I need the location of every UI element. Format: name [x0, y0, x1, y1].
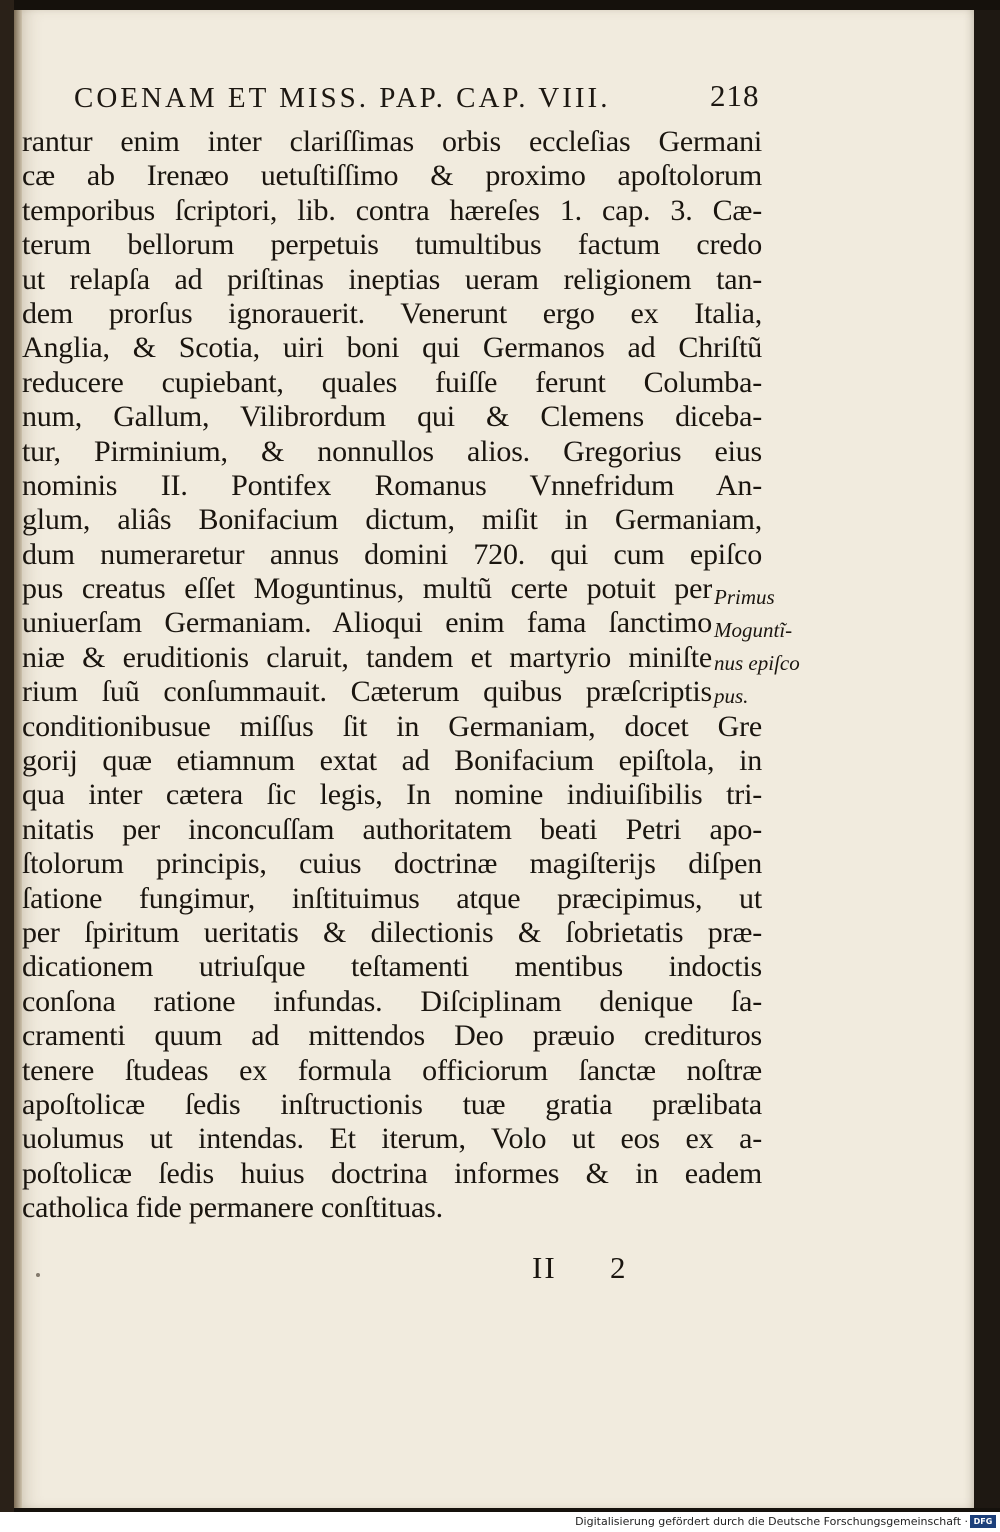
- signature-catchword: [532, 1250, 732, 1290]
- text-line: uniuerſam Germaniam. Alioqui enim fama ſanctimo: [22, 606, 712, 640]
- text-line: catholica fide permanere conſtituas.: [22, 1191, 443, 1225]
- text-line: temporibus ſcriptori, lib. contra hæreſes 1. cap. 3. Cæ-: [22, 193, 762, 227]
- text-line: nitatis per inconcuſſam authoritatem beati Petri apo-: [22, 812, 762, 846]
- gutter-shadow: [14, 10, 22, 1508]
- text-line: poſtolicæ ſedis huius doctrina informes & in eadem: [22, 1156, 762, 1190]
- running-head: COENAM ET MISS. PAP. CAP. VIII.: [74, 82, 611, 114]
- signature-mark: II: [532, 1250, 557, 1285]
- note-line: nus epiſco: [714, 651, 800, 675]
- text-line: ſtolorum principis, cuius doctrinæ magiſterijs diſpen: [22, 847, 762, 881]
- text-line: pus creatus eſſet Moguntinus, multũ certe potuit per: [22, 572, 712, 606]
- marginal-note: [714, 581, 824, 713]
- body-text: [22, 125, 762, 1226]
- text-line: per ſpiritum ueritatis & dilectionis & ſobrietatis præ-: [22, 915, 762, 949]
- text-line: niæ & eruditionis claruit, tandem et martyrio miniſte: [22, 640, 712, 674]
- page-header: [74, 78, 774, 122]
- text-line: tenere ſtudeas ex formula officiorum ſanctæ noſtræ: [22, 1053, 762, 1087]
- footer-credit: Digitalisierung gefördert durch die Deutsche Forschungsgemeinschaft ·: [575, 1515, 968, 1528]
- text-line: nominis II. Pontifex Romanus Vnnefridum An-: [22, 468, 762, 502]
- text-line: qua inter cætera ſic legis, In nomine indiuiſibilis tri-: [22, 778, 762, 812]
- note-line: Primus: [714, 585, 775, 609]
- text-line: reducere cupiebant, quales fuiſſe ferunt Columba-: [22, 365, 762, 399]
- catchword: 2: [610, 1250, 626, 1285]
- text-line: ut relapſa ad priſtinas ineptias ueram religionem tan-: [22, 262, 762, 296]
- text-line: rantur enim inter clariſſimas orbis eccleſias Germani: [22, 125, 762, 158]
- text-line: uolumus ut intendas. Et iterum, Volo ut eos ex a-: [22, 1122, 762, 1156]
- page-edge: [974, 10, 1000, 1508]
- text-line: terum bellorum perpetuis tumultibus factum credo: [22, 228, 762, 262]
- text-line: conſona ratione infundas. Diſciplinam denique ſa-: [22, 984, 762, 1018]
- text-line: conditionibusue miſſus ſit in Germaniam, docet Gre: [22, 709, 762, 743]
- text-line: dum numeraretur annus domini 720. qui cum epiſco: [22, 537, 762, 571]
- text-line: num, Gallum, Vilibrordum qui & Clemens diceba-: [22, 400, 762, 434]
- text-line: cramenti quum ad mittendos Deo præuio credituros: [22, 1019, 762, 1053]
- text-line: cæ ab Irenæo uetuſtiſſimo & proximo apoſtolorum: [22, 159, 762, 193]
- text-line: dicationem utriuſque teſtamenti mentibus indoctis: [22, 950, 762, 984]
- page-number: 218: [710, 78, 760, 113]
- text-line: Anglia, & Scotia, uiri boni qui Germanos ad Chriſtũ: [22, 331, 762, 365]
- text-line: apoſtolicæ ſedis inſtructionis tuæ gratia prælibata: [22, 1087, 762, 1121]
- ink-smudge: [36, 1273, 40, 1277]
- dfg-logo: DFG: [970, 1515, 996, 1528]
- text-line: rium ſuũ conſummauit. Cæterum quibus præſcriptis: [22, 675, 712, 709]
- text-line: tur, Pirminium, & nonnullos alios. Gregorius eius: [22, 434, 762, 468]
- text-line: gorij quæ etiamnum extat ad Bonifacium epiſtola, in: [22, 744, 762, 778]
- scan-border: [0, 0, 14, 1532]
- text-line: dem prorſus ignorauerit. Venerunt ergo ex Italia,: [22, 296, 762, 330]
- note-line: Moguntĩ-: [714, 618, 793, 642]
- text-line: glum, aliâs Bonifacium dictum, miſit in Germaniam,: [22, 503, 762, 537]
- note-line: pus.: [714, 684, 749, 708]
- text-line: ſatione fungimur, inſtituimus atque præcipimus, ut: [22, 881, 762, 915]
